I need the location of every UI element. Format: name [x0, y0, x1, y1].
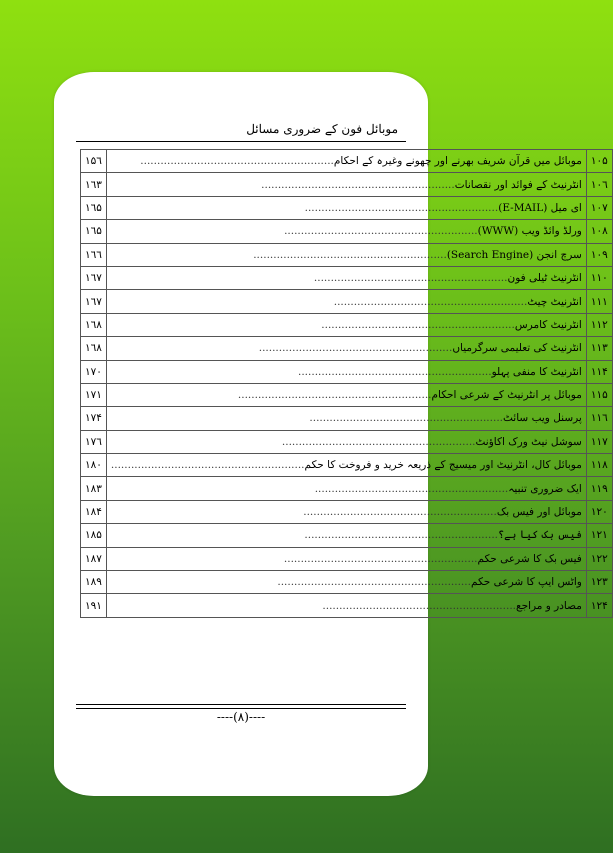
toc-entry-title: موبائل میں قرآن شریف بھرنے اور چھونے وغیرہ کے احکام [333, 155, 582, 168]
leader-dots: .......................................................... [110, 459, 305, 472]
toc-entry-title-cell [106, 266, 586, 289]
table-of-contents [80, 149, 613, 618]
leader-dots: .......................................................... [237, 389, 432, 402]
toc-entry-title-cell [106, 477, 586, 500]
toc-entry-number: ١١٣ [586, 337, 612, 360]
toc-row [81, 500, 613, 523]
toc-entry-number: ١٢٢ [586, 547, 612, 570]
footer-divider-thick [76, 704, 406, 705]
toc-entry-number: ١١۵ [586, 383, 612, 406]
toc-entry-number: ١١٠ [586, 266, 612, 289]
toc-entry-title: انٹرنیٹ چیٹ [527, 295, 582, 308]
toc-entry-number: ١١٧ [586, 430, 612, 453]
toc-entry-number: ١١٦ [586, 407, 612, 430]
toc-entry-page: ١٦٣ [81, 173, 107, 196]
toc-entry-title-cell [106, 500, 586, 523]
leader-dots: .......................................................... [303, 506, 497, 519]
toc-entry-title: فیس بک کا شرعی حکم [477, 552, 582, 565]
toc-entry-title-cell [106, 243, 586, 266]
toc-entry-number: ١٠٦ [586, 173, 612, 196]
toc-row [81, 243, 613, 266]
toc-entry-page: ١٧۴ [81, 407, 107, 430]
toc-row [81, 571, 613, 594]
toc-entry-page: ١٨٩ [81, 571, 107, 594]
toc-entry-title-cell [106, 337, 586, 360]
leader-dots: .......................................................... [261, 178, 455, 191]
toc-entry-title-cell [106, 383, 586, 406]
toc-entry-number: ١١٨ [586, 454, 612, 477]
toc-row [81, 196, 613, 219]
toc-entry-page: ١٦٨ [81, 313, 107, 336]
toc-entry-page: ١٦٨ [81, 337, 107, 360]
toc-entry-number: ١٠٨ [586, 220, 612, 243]
leader-dots: .......................................................... [309, 412, 503, 425]
footer-divider-thin [76, 708, 406, 709]
leader-dots: .......................................................... [281, 435, 476, 448]
leader-dots: .......................................................... [304, 201, 499, 214]
toc-entry-title-cell [106, 571, 586, 594]
toc-entry-title-cell [106, 524, 586, 547]
toc-row [81, 173, 613, 196]
toc-entry-title: موبائل کال، انٹرنیٹ اور میسیج کے ذریعہ خرید و فروخت کا حکم [304, 459, 582, 472]
toc-entry-number: ١٠٩ [586, 243, 612, 266]
toc-row [81, 430, 613, 453]
toc-entry-page: ١٨٧ [81, 547, 107, 570]
toc-entry-title-cell [106, 360, 586, 383]
toc-row [81, 150, 613, 173]
toc-entry-page: ١٩١ [81, 594, 107, 617]
toc-entry-title: موبائل پر انٹرنیٹ کے شرعی احکام [431, 389, 582, 402]
toc-entry-title-cell [106, 313, 586, 336]
toc-entry-title: ورلڈ وائڈ ویب (WWW) [477, 225, 582, 238]
leader-dots: .......................................................... [322, 599, 516, 612]
toc-entry-number: ١٢٠ [586, 500, 612, 523]
toc-entry-title: ایک ضروری تنبیہ [508, 482, 582, 495]
toc-entry-title: انٹرنیٹ کا منفی پہلو [491, 365, 582, 378]
toc-entry-title: واٹس ایپ کا شرعی حکم [470, 576, 582, 589]
leader-dots: .......................................................... [253, 248, 447, 261]
toc-row [81, 220, 613, 243]
toc-entry-page: ١٨٠ [81, 454, 107, 477]
toc-entry-title: فیس بک کیا ہے؟ [498, 529, 582, 542]
leader-dots: .......................................................... [284, 225, 478, 238]
toc-entry-page: ١٦۵ [81, 196, 107, 219]
toc-entry-page: ١٨٣ [81, 477, 107, 500]
toc-entry-page: ١٦٧ [81, 266, 107, 289]
toc-entry-title-cell [106, 594, 586, 617]
toc-entry-title-cell [106, 220, 586, 243]
toc-row [81, 454, 613, 477]
toc-row [81, 547, 613, 570]
leader-dots: .......................................................... [314, 482, 509, 495]
toc-entry-page: ١٧١ [81, 383, 107, 406]
toc-entry-number: ١١۴ [586, 360, 612, 383]
toc-entry-title: سرچ انجن (Search Engine) [446, 248, 582, 261]
toc-entry-number: ١٠۵ [586, 150, 612, 173]
toc-entry-title: موبائل اور فیس بک [496, 506, 582, 519]
toc-row [81, 524, 613, 547]
toc-entry-title-cell [106, 407, 586, 430]
toc-row [81, 337, 613, 360]
toc-entry-title-cell [106, 547, 586, 570]
toc-entry-title-cell [106, 196, 586, 219]
toc-entry-title: انٹرنیٹ کے فوائد اور نقصانات [454, 178, 582, 191]
leader-dots: .......................................................... [283, 552, 478, 565]
toc-entry-page: ١٧٠ [81, 360, 107, 383]
book-title: موبائل فون کے ضروری مسائل [246, 122, 398, 136]
leader-dots: .......................................................... [304, 529, 498, 542]
leader-dots: .......................................................... [333, 295, 528, 308]
leader-dots: .......................................................... [313, 272, 508, 285]
toc-entry-number: ١٢٣ [586, 571, 612, 594]
leader-dots: .......................................................... [298, 365, 492, 378]
toc-entry-title: سوشل نیٹ ورک اکاؤنٹ [475, 435, 582, 448]
toc-entry-title-cell [106, 173, 586, 196]
toc-entry-title: ای میل (E-MAIL) [498, 201, 582, 214]
toc-entry-number: ١١١ [586, 290, 612, 313]
toc-entry-number: ١٢۴ [586, 594, 612, 617]
toc-entry-title: انٹرنیٹ کامرس [514, 318, 582, 331]
toc-row [81, 594, 613, 617]
toc-entry-number: ١٠٧ [586, 196, 612, 219]
toc-row [81, 313, 613, 336]
toc-entry-page: ١٦٧ [81, 290, 107, 313]
leader-dots: .......................................................... [277, 576, 471, 589]
leader-dots: .......................................................... [140, 155, 334, 168]
toc-row [81, 477, 613, 500]
toc-row [81, 383, 613, 406]
toc-entry-title: پرسنل ویب سائٹ [503, 412, 582, 425]
toc-entry-title: انٹرنیٹ کی تعلیمی سرگرمیاں [452, 342, 582, 355]
toc-entry-page: ١٨۵ [81, 524, 107, 547]
toc-entry-page: ١٦۵ [81, 220, 107, 243]
toc-row [81, 290, 613, 313]
toc-entry-page: ١٧٦ [81, 430, 107, 453]
page-card [54, 72, 608, 796]
toc-entry-number: ١٢١ [586, 524, 612, 547]
toc-entry-number: ١١٩ [586, 477, 612, 500]
toc-entry-number: ١١٢ [586, 313, 612, 336]
toc-entry-title: مصادر و مراجع [516, 599, 582, 612]
leader-dots: .......................................................... [258, 342, 453, 355]
toc-entry-title-cell [106, 454, 586, 477]
toc-entry-page: ١٦٦ [81, 243, 107, 266]
toc-row [81, 360, 613, 383]
header-divider [76, 141, 406, 142]
toc-row [81, 407, 613, 430]
toc-entry-page: ١٨۴ [81, 500, 107, 523]
toc-entry-title: انٹرنیٹ ٹیلی فون [507, 272, 582, 285]
toc-row [81, 266, 613, 289]
toc-entry-title-cell [106, 290, 586, 313]
toc-entry-title-cell [106, 430, 586, 453]
toc-entry-page: ١۵٦ [81, 150, 107, 173]
page-number: ----(٨)---- [216, 710, 266, 724]
toc-entry-title-cell [106, 150, 586, 173]
leader-dots: .......................................................... [321, 318, 515, 331]
